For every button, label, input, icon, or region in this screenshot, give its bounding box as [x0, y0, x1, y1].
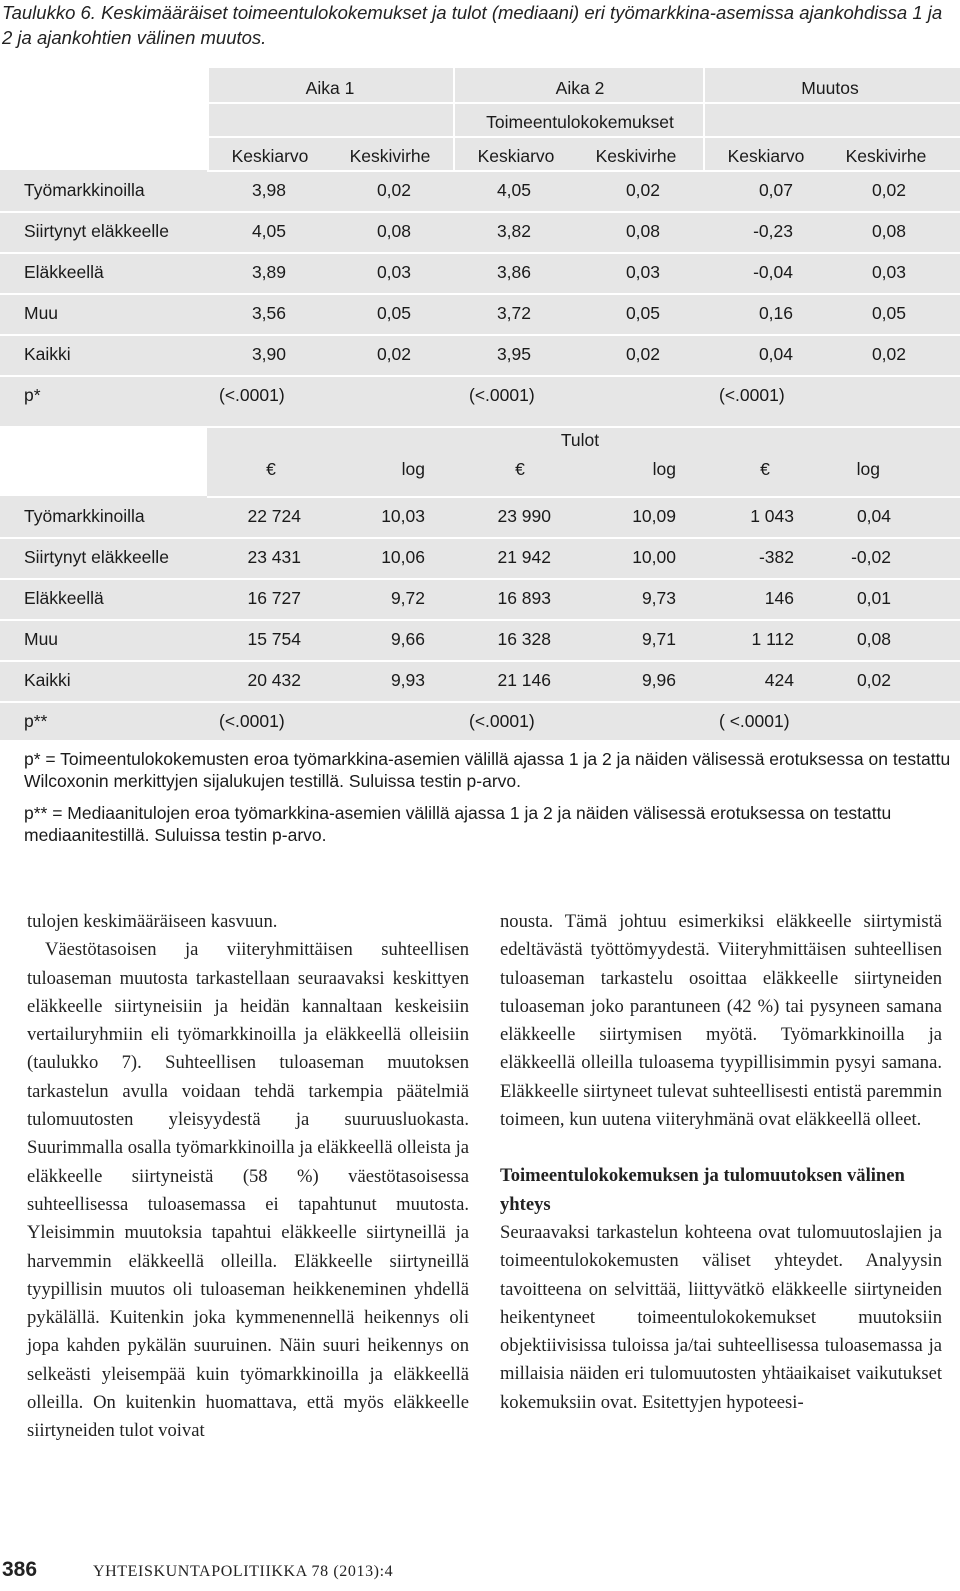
table-cell: 16 328 [497, 629, 551, 649]
p-value: ( <.0001) [719, 711, 790, 731]
table-cell: 3,82 [496, 221, 531, 241]
table-corner [0, 68, 207, 170]
row-label: Kaikki [24, 344, 71, 364]
column-group-header: Muutos [801, 78, 859, 98]
grid-line [207, 102, 960, 104]
data-table [0, 68, 960, 740]
page-number: 386 [2, 1558, 38, 1581]
table-cell: 0,02 [856, 670, 891, 690]
table-cell: 3,90 [251, 344, 286, 364]
row-label: Siirtynyt eläkkeelle [24, 221, 169, 241]
table-cell: 3,72 [496, 303, 531, 323]
table-cell: 3,86 [496, 262, 531, 282]
table-cell: 4,05 [251, 221, 286, 241]
p-value: (<.0001) [219, 385, 285, 405]
table-cell: 0,16 [758, 303, 793, 323]
section-title: Tulot [560, 430, 600, 450]
table-cell: 0,08 [856, 629, 891, 649]
column-header: € [515, 459, 525, 479]
table-cell: 0,03 [376, 262, 411, 282]
grid-line [0, 578, 960, 580]
paragraph: Seuraavaksi tarkastelun kohteena ovat tulomuutoslajien ja toimeentulokokemusten väliset yhteydet. Analyysin tavoitteena on selvittää, liittyvätkö eläkkeelle siirtyneiden heikentyneet toimeentulokokemukset muutoksiin objektiivisissa tuloissa ja/tai suhteellisessa tuloasemassa ja millaisia näiden eri tulomuutosten yhtäaikaiset vaikutukset kokemuksiin ovat. Esitettyjen hypoteesi- [500, 1221, 942, 1413]
table-cell: 0,05 [625, 303, 660, 323]
column-header: Keskiarvo [727, 146, 805, 166]
table-cell: 424 [764, 670, 794, 690]
row-label: Siirtynyt eläkkeelle [24, 547, 169, 567]
paragraph: tulojen keskimääräiseen kasvuun. [27, 911, 278, 932]
table-cell: 3,56 [251, 303, 286, 323]
table-cell: 0,03 [871, 262, 906, 282]
row-label: Muu [24, 303, 59, 323]
p-value: (<.0001) [219, 711, 285, 731]
grid-line [207, 496, 960, 498]
p-value: (<.0001) [469, 385, 535, 405]
page-footer [0, 1553, 500, 1589]
row-label: p** [24, 711, 48, 731]
grid-line [453, 68, 455, 170]
body-column-right [500, 908, 942, 1417]
table-cell: 0,04 [758, 344, 793, 364]
row-label: Työmarkkinoilla [24, 180, 145, 200]
table-cell: 3,98 [251, 180, 286, 200]
column-header: log [401, 459, 425, 479]
table-cell: 21 146 [497, 670, 551, 690]
table-cell: 0,07 [758, 180, 793, 200]
grid-line [0, 537, 960, 539]
table-cell: 1 043 [750, 506, 794, 526]
table-cell: 9,71 [641, 629, 676, 649]
section-heading: Toimeentulokokemuksen ja tulomuutoksen välinen yhteys [500, 1165, 905, 1215]
table-cell: 0,02 [625, 180, 660, 200]
table-cell: 9,96 [641, 670, 676, 690]
table-cell: 0,02 [376, 180, 411, 200]
p-value: (<.0001) [469, 711, 535, 731]
table-cell: 15 754 [247, 629, 301, 649]
table-cell: 9,72 [390, 588, 425, 608]
table-cell: -382 [758, 547, 794, 567]
table-cell: 1 112 [751, 629, 794, 649]
row-label: Eläkkeellä [24, 262, 104, 282]
paragraph: Väestötasoisen ja viiteryhmittäisen suhteellisen tuloaseman muutosta tarkastellaan seuraavaksi keskittyen eläkkeelle siirtyneisiin ja heidän kannaltaan keskeisiin vertailuryhmiin eli työmarkkinoilla ja eläkkeellä olleisiin (taulukko 7). Suhteellisen tuloaseman muutoksen tarkastelun avulla voidaan tehdä tarkempia päätelmiä tulomuutosten yleisyydestä ja suuruusluokasta. Suurimmalla osalla työmarkkinoilla ja eläkkeellä olleista ja eläkkeelle siirtyneistä (58 %) väestötasoisessa suhteellisessa tuloasemassa ei tapahtunut muutosta. Yleisimmin muutoksia tapahtui eläkkeelle siirtyneillä ja harvemmin eläkkeellä olleilla. Eläkkeelle siirtyneillä tyypillisin muutos oli tuloaseman heikkeneminen yhdellä pykälällä. Kuitenkin joka kymmenennellä heikennys oli jopa kahden pykälän suuruinen. Näin suuri heikennys on selkeästi yleisempää kuin työmarkkinoilla ja eläkkeellä olleilla. On kuitenkin huomattava, että myös eläkkeelle siirtyneiden tulot voivat [27, 939, 469, 1442]
grid-line [0, 660, 960, 662]
body-column-left [27, 908, 469, 1446]
table-cell: 22 724 [247, 506, 301, 526]
table-cell: 23 990 [497, 506, 551, 526]
table-cell: 21 942 [497, 547, 551, 567]
paragraph: nousta. Tämä johtuu esimerkiksi eläkkeelle siirtymistä edeltävästä työttömyydestä. Viiteryhmittäisen suhteellisen tuloaseman tarkastelu osoittaa eläkkeelle siirtyneiden tuloaseman joko parantuneen (42 %) tai pysyneen samana eläkkeelle siirtymisen myötä. Työmarkkinoilla ja eläkkeellä olleilla tuloasema tyypillisimmin pysyi samana. Eläkkeelle siirtyneet tulevat suhteellisesti entistä paremmin toimeen, kun uutena viiteryhmänä ovat eläkkeellä olleet. [500, 911, 942, 1131]
grid-line [0, 619, 960, 621]
table-cell: 10,03 [381, 506, 425, 526]
column-header: Keskivirhe [845, 146, 927, 166]
grid-line [207, 170, 960, 172]
table-cell: 9,93 [390, 670, 425, 690]
section-title: Toimeentulokokemukset [486, 112, 674, 132]
grid-line [0, 211, 960, 213]
column-header: Keskiarvo [231, 146, 309, 166]
grid-line [207, 136, 960, 138]
column-header: € [760, 459, 770, 479]
table-caption: Taulukko 6. Keskimääräiset toimeentulokokemukset ja tulot (mediaani) eri työmarkkina-asemissa ajankohdissa 1 ja 2 ja ajankohtien välinen muutos. [2, 2, 943, 48]
table-cell: 0,02 [625, 344, 660, 364]
column-group-header: Aika 2 [555, 78, 605, 98]
grid-line [0, 701, 960, 703]
grid-line [0, 293, 960, 295]
table-cell: 0,05 [871, 303, 906, 323]
table-cell: 0,08 [625, 221, 660, 241]
table-cell: 0,02 [871, 344, 906, 364]
table-cell: 20 432 [247, 670, 301, 690]
table-cell: 16 893 [497, 588, 551, 608]
row-label: p* [24, 385, 41, 405]
grid-line [207, 68, 209, 170]
table-cell: 9,73 [641, 588, 676, 608]
table-cell: 4,05 [496, 180, 531, 200]
table-cell: -0,04 [753, 262, 793, 282]
table-cell: 10,09 [632, 506, 676, 526]
journal-name: YHTEISKUNTAPOLITIIKKA 78 (2013):4 [93, 1563, 394, 1580]
row-label: Muu [24, 629, 59, 649]
table-cell: 0,04 [856, 506, 891, 526]
column-header: Keskivirhe [349, 146, 431, 166]
table-cell: 0,01 [856, 588, 891, 608]
table-cell: 10,00 [632, 547, 676, 567]
table-cell: 0,02 [871, 180, 906, 200]
grid-line [0, 252, 960, 254]
row-label: Kaikki [24, 670, 71, 690]
column-group-header: Aika 1 [305, 78, 355, 98]
row-label: Eläkkeellä [24, 588, 104, 608]
row-label: Työmarkkinoilla [24, 506, 145, 526]
table-cell: 0,05 [376, 303, 411, 323]
table-cell: 0,08 [376, 221, 411, 241]
table-cell: 146 [764, 588, 794, 608]
column-header: log [856, 459, 880, 479]
table-cell: 0,03 [625, 262, 660, 282]
table-cell: 16 727 [247, 588, 301, 608]
note-p-double-star: p** = Mediaanitulojen eroa työmarkkina-asemien välillä ajassa 1 ja 2 ja näiden välisessä erotuksessa on testattu mediaanitestillä. Suluissa testin p-arvo. [24, 803, 892, 845]
table-corner [0, 428, 207, 496]
column-header: Keskiarvo [477, 146, 555, 166]
table-cell: 3,89 [251, 262, 286, 282]
note-p-star: p* = Toimeentulokokemusten eroa työmarkkina-asemien välillä ajassa 1 ja 2 ja näiden välisessä erotuksessa on testattu Wilcoxonin merkittyjen sijalukujen testillä. Suluissa testin p-arvo. [24, 749, 951, 791]
table-cell: 9,66 [390, 629, 425, 649]
table-cell: -0,23 [753, 221, 793, 241]
table-cell: 10,06 [381, 547, 425, 567]
table-cell: 23 431 [247, 547, 301, 567]
table-notes [24, 748, 954, 856]
column-header: € [266, 459, 276, 479]
grid-line [0, 334, 960, 336]
grid-line [703, 68, 705, 170]
table-cell: -0,02 [851, 547, 891, 567]
table-cell: 3,95 [496, 344, 531, 364]
grid-line [0, 375, 960, 377]
table-cell: 0,02 [376, 344, 411, 364]
column-header: Keskivirhe [595, 146, 677, 166]
table-cell: 0,08 [871, 221, 906, 241]
column-header: log [652, 459, 676, 479]
p-value: (<.0001) [719, 385, 785, 405]
